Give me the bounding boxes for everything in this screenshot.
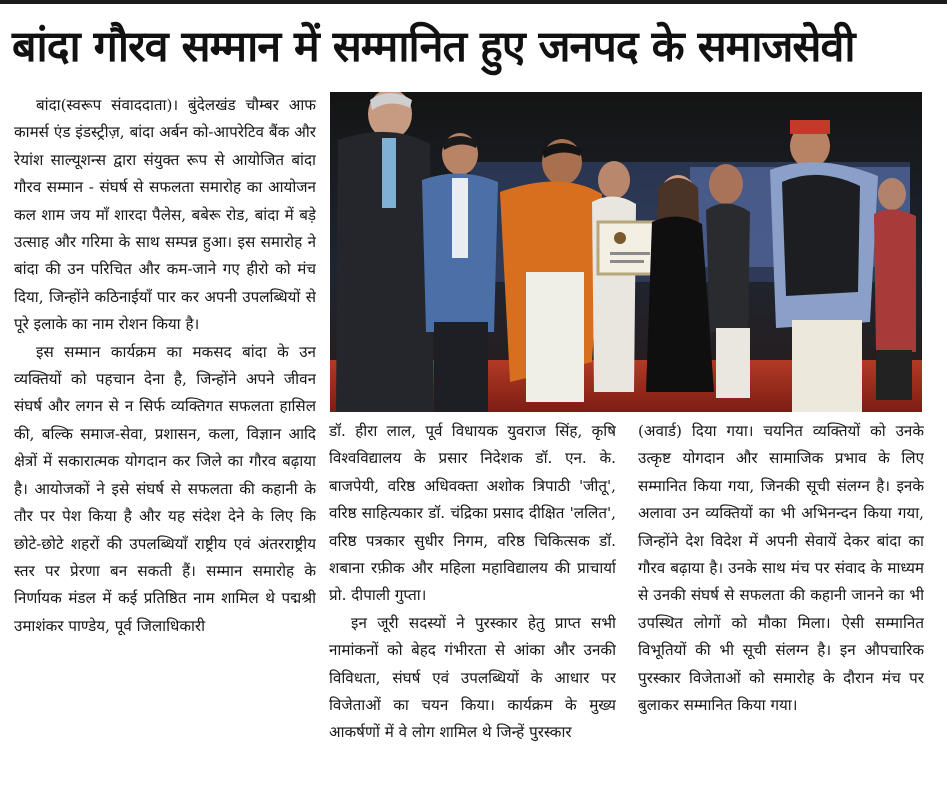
headline: बांदा गौरव सम्मान में सम्मानित हुए जनपद के समाजसेवी [12, 22, 855, 72]
top-rule [0, 0, 947, 4]
paragraph: इस सम्मान कार्यक्रम का मकसद बांदा के उन व्यक्तियों को पहचान देना है, जिन्होंने अपने जीवन संघर्ष और लगन से न सिर्फ व्यक्तिगत सफलता हासिल की, बल्कि समाज-सेवा, प्रशासन, कला, विज्ञान आदि क्षेत्रों में सकारात्मक योगदान कर जिले का गौरव बढ़ाया है। आयोजकों ने इसे संघर्ष से सफलता की कहानी के तौर पर पेश किया है और यह संदेश देने के लिए कि छोटे-छोटे शहरों की उपलब्धियाँ राष्ट्रीय एवं अंतरराष्ट्रीय स्तर पर प्रेरणा बन सकती हैं। सम्मान समारोह के निर्णायक मंडल में कई प्रतिष्ठित नाम शामिल थे पद्मश्री उमाशंकर पाण्डेय, पूर्व जिलाधिकारी [14, 342, 316, 635]
paragraph: (अवार्ड) दिया गया। चयनित व्यक्तियों को उनके उत्कृष्ट योगदान और सामाजिक प्रभाव के लिए सम्मानित किया गया, जिनकी सूची संलग्न है। इनके अलावा उन व्यक्तियों का भी अभिनन्दन किया गया, जिन्होंने देश विदेश में अपनी सेवायें देकर बांदा का गौरव बढ़ाया है। उनके साथ मंच पर संवाद के माध्यम से उनकी संघर्ष से सफलता की कहानी जानने का भी उपस्थित लोगों को मौका मिला। ऐसी सम्मानित विभूतियों की भी सूची संलग्न है। इन औपचारिक पुरस्कार विजेताओं को समारोह के दौरान मंच पर बुलाकर सम्मानित किया गया। [638, 422, 924, 715]
paragraph: डॉ. हीरा लाल, पूर्व विधायक युवराज सिंह, कृषि विश्वविद्यालय के प्रसार निदेशक डॉ. एन. के. बाजपेयी, वरिष्ठ अधिवक्ता अशोक त्रिपाठी 'जीतू', वरिष्ठ साहित्यकार डॉ. चंद्रिका प्रसाद दीक्षित 'ललित', वरिष्ठ पत्रकार सुधीर निगम, वरिष्ठ चिकित्सक डॉ. शबाना रफ़ीक और महिला महाविद्यालय की प्राचार्या प्रो. दीपाली गुप्ता। [329, 422, 616, 605]
article-column-1 [14, 92, 316, 798]
paragraph: इन जूरी सदस्यों ने पुरस्कार हेतु प्राप्त सभी नामांकनों को बेहद गंभीरता से आंका और उनकी विविधता, संघर्ष एवं उपलब्धियों के आधार पर विजेताओं का चयन किया। कार्यक्रम के मुख्य आकर्षणों में वे लोग शामिल थे जिन्हें पुरस्कार [329, 613, 616, 742]
event-photo [330, 92, 922, 412]
article-column-2 [329, 418, 616, 798]
paragraph: बांदा(स्वरूप संवाददाता)। बुंदेलखंड चौम्बर आफ कामर्स एंड इंडस्ट्रीज़, बांदा अर्बन को-आपरेटिव बैंक और रेयांश साल्यूशन्स द्वारा संयुक्त रूप से आयोजित बांदा गौरव सम्मान - संघर्ष से सफलता समारोह का आयोजन कल शाम जय माँ शारदा पैलेस, बबेरू रोड, बांदा में बड़े उत्साह और गरिमा के साथ सम्पन्न हुआ। इस समारोह ने बांदा की उन परिचित और कम-जाने गए हीरो को मंच दिया, जिन्होंने कठिनाईयाँ पार कर अपनी उपलब्धियों से पूरे इलाके का नाम रोशन किया है। [14, 96, 316, 334]
article-column-3 [638, 418, 924, 798]
